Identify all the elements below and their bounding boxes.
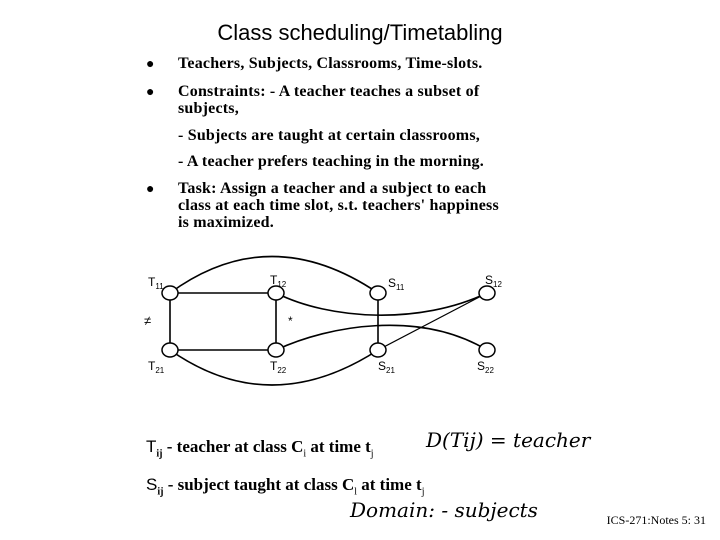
subject-definition	[146, 475, 424, 497]
bullet-text: Task: Assign a teacher and a subject to each	[178, 180, 487, 197]
graph-node-T21	[162, 343, 178, 357]
bullet-text: class at each time slot, s.t. teachers' happiness	[178, 197, 499, 214]
node-label-S12: $S_{12}$	[485, 273, 502, 289]
teacher-definition	[146, 437, 374, 459]
t-symbol: T	[146, 437, 157, 456]
s-symbol: S	[146, 475, 158, 494]
handwritten-teacher-domain: D(Tij) = teacher	[426, 428, 591, 452]
node-label-T11: $T_{11}$	[148, 275, 164, 291]
s-tj: j	[421, 486, 425, 498]
graph-node-S21	[370, 343, 386, 357]
node-label-T21: $T_{21}$	[148, 359, 165, 375]
slide-title: Class scheduling/Timetabling	[217, 20, 503, 45]
node-label-T22: $T_{22}$	[270, 359, 287, 375]
bullet-icon: ●	[146, 180, 155, 196]
bullet-text: - Subjects are taught at certain classrooms,	[178, 127, 480, 144]
bullet-text: Teachers, Subjects, Classrooms, Time-slots.	[178, 55, 483, 72]
node-label-T12: $T_{12}$	[270, 273, 287, 289]
s-text: - subject taught at class C	[163, 475, 355, 494]
neq-mark: ≠	[144, 313, 152, 328]
t-ci: i	[303, 448, 307, 460]
bullet-text: subjects,	[178, 100, 239, 117]
t-text: - teacher at class C	[162, 437, 304, 456]
node-label-S11: $S_{11}$	[388, 276, 405, 292]
s-ci: l	[354, 486, 358, 498]
graph-node-T11	[162, 286, 178, 300]
handwritten-subject-domain: Domain: - subjects	[350, 498, 538, 522]
node-label-S21: $S_{21}$	[378, 359, 395, 375]
node-label-S22: $S_{22}$	[477, 359, 494, 375]
t-subscript: ij	[156, 448, 163, 460]
graph-node-T22	[268, 343, 284, 357]
bullet-icon: ●	[146, 83, 155, 99]
bullet-icon: ●	[146, 55, 155, 71]
graph-node-S22	[479, 343, 495, 357]
t-text2: at time t	[306, 437, 371, 456]
t-tj: j	[370, 448, 374, 460]
bullet-text: - A teacher prefers teaching in the morning.	[178, 153, 484, 170]
graph-node-S11	[370, 286, 386, 300]
s-subscript: ij	[157, 486, 164, 498]
s-text2: at time t	[357, 475, 422, 494]
slide-footer: ICS-271:Notes 5: 31	[606, 513, 706, 527]
bullet-text: Constraints: - A teacher teaches a subset of	[178, 83, 480, 100]
bullet-text: is maximized.	[178, 214, 274, 231]
star-mark: *	[288, 314, 293, 328]
